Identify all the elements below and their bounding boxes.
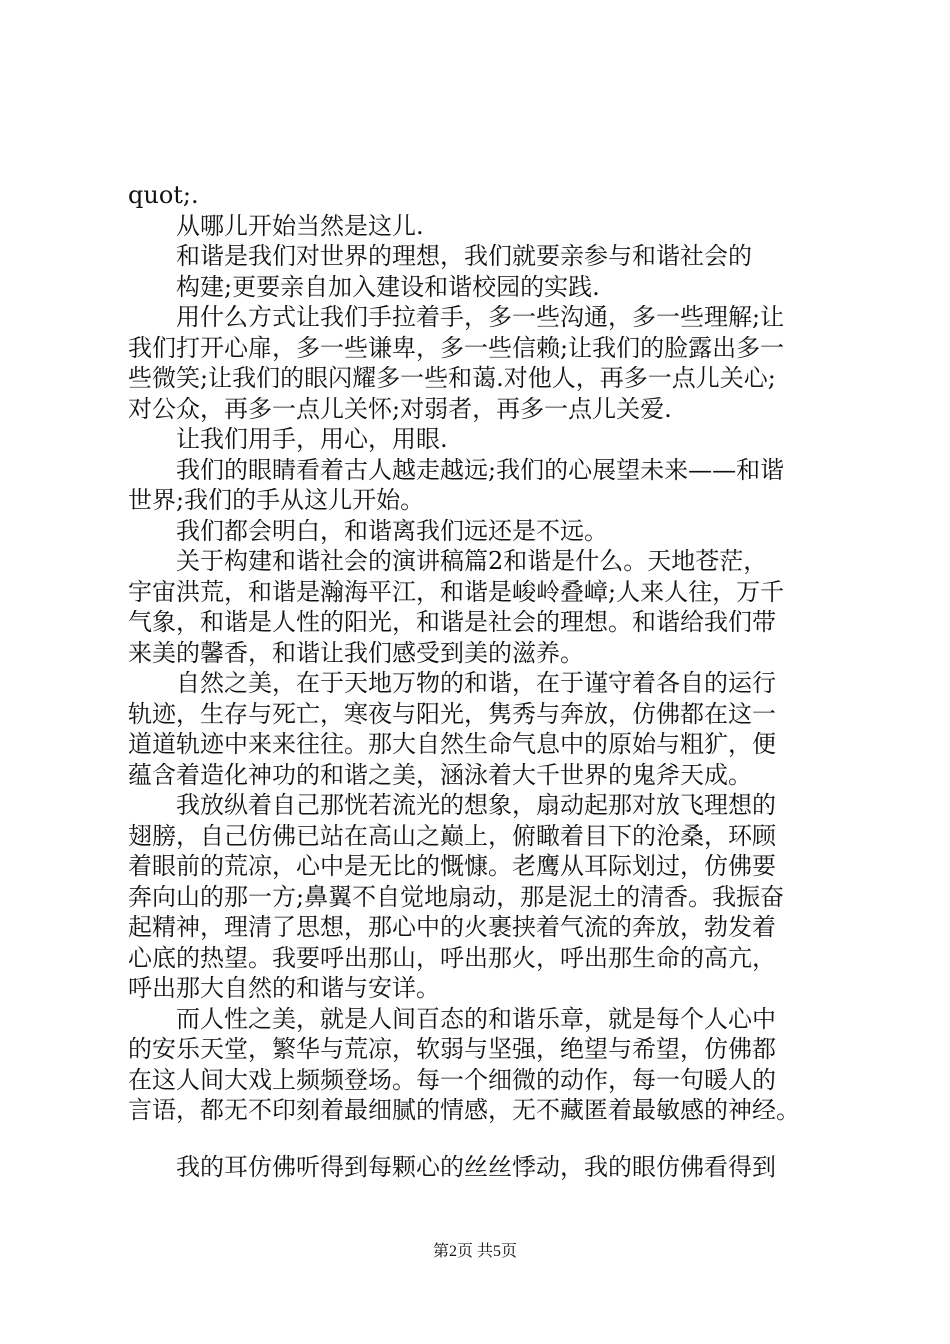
text-line: 些微笑;让我们的眼闪耀多一些和蔼.对他人，再多一点儿关心; bbox=[128, 364, 776, 392]
text-line: 对公众，再多一点儿关怀;对弱者，再多一点儿关爱. bbox=[128, 395, 672, 423]
text-line: 起精神，理清了思想，那心中的火裹挟着气流的奔放，勃发着 bbox=[128, 913, 776, 941]
text-line: 气象，和谐是人性的阳光，和谐是社会的理想。和谐给我们带 bbox=[128, 608, 776, 636]
text-line: 来美的馨香，和谐让我们感受到美的滋养。 bbox=[128, 639, 584, 667]
text-line: 而人性之美，就是人间百态的和谐乐章，就是每个人心中 bbox=[128, 1005, 776, 1033]
text-line: 自然之美，在于天地万物的和谐，在于谨守着各自的运行 bbox=[128, 669, 776, 697]
text-line: quot;. bbox=[128, 181, 199, 209]
text-line: 呼出那大自然的和谐与安详。 bbox=[128, 974, 440, 1002]
text-line: 在这人间大戏上频频登场。每一个细微的动作，每一句暖人的 bbox=[128, 1066, 776, 1094]
text-line: 关于构建和谐社会的演讲稿篇2和谐是什么。天地苍茫， bbox=[128, 547, 768, 575]
text-line: 道道轨迹中来来往往。那大自然生命气息中的原始与粗犷，便 bbox=[128, 730, 776, 758]
text-line: 用什么方式让我们手拉着手，多一些沟通，多一些理解;让 bbox=[128, 303, 785, 331]
text-line: 我们的眼睛看着古人越走越远;我们的心展望未来——和谐 bbox=[128, 456, 785, 484]
text-line: 宇宙洪荒，和谐是瀚海平江，和谐是峻岭叠嶂;人来人往，万千 bbox=[128, 578, 785, 606]
text-line: 我的耳仿佛听得到每颗心的丝丝悸动，我的眼仿佛看得到 bbox=[128, 1153, 776, 1181]
page-number-footer: 第2页 共5页 bbox=[432, 1243, 517, 1260]
text-line: 构建;更要亲自加入建设和谐校园的实践. bbox=[128, 273, 600, 301]
text-line: 我们打开心扉，多一些谦卑，多一些信赖;让我们的脸露出多一 bbox=[128, 334, 785, 362]
text-line: 的安乐天堂，繁华与荒凉，软弱与坚强，绝望与希望，仿佛都 bbox=[128, 1035, 776, 1063]
text-line: 言语，都无不印刻着最细腻的情感，无不藏匿着最敏感的神经。 bbox=[128, 1096, 800, 1124]
text-line: 我们都会明白，和谐离我们远还是不远。 bbox=[128, 517, 608, 545]
text-line: 着眼前的荒凉，心中是无比的慨慷。老鹰从耳际划过，仿佛要 bbox=[128, 852, 776, 880]
text-line: 翅膀，自己仿佛已站在高山之巅上，俯瞰着目下的沧桑，环顾 bbox=[128, 822, 776, 850]
text-line: 和谐是我们对世界的理想，我们就要亲参与和谐社会的 bbox=[128, 242, 752, 270]
text-line: 从哪儿开始当然是这儿. bbox=[128, 212, 424, 240]
text-line: 蕴含着造化神功的和谐之美，涵泳着大千世界的鬼斧天成。 bbox=[128, 761, 752, 789]
text-line: 轨迹，生存与死亡，寒夜与阳光，隽秀与奔放，仿佛都在这一 bbox=[128, 700, 776, 728]
text-line: 我放纵着自己那恍若流光的想象，扇动起那对放飞理想的 bbox=[128, 791, 776, 819]
text-line: 世界;我们的手从这儿开始。 bbox=[128, 486, 425, 514]
text-line: 让我们用手，用心，用眼. bbox=[128, 425, 448, 453]
text-line: 心底的热望。我要呼出那山，呼出那火，呼出那生命的高亢， bbox=[128, 944, 776, 972]
text-line: 奔向山的那一方;鼻翼不自觉地扇动，那是泥土的清香。我振奋 bbox=[128, 883, 785, 911]
